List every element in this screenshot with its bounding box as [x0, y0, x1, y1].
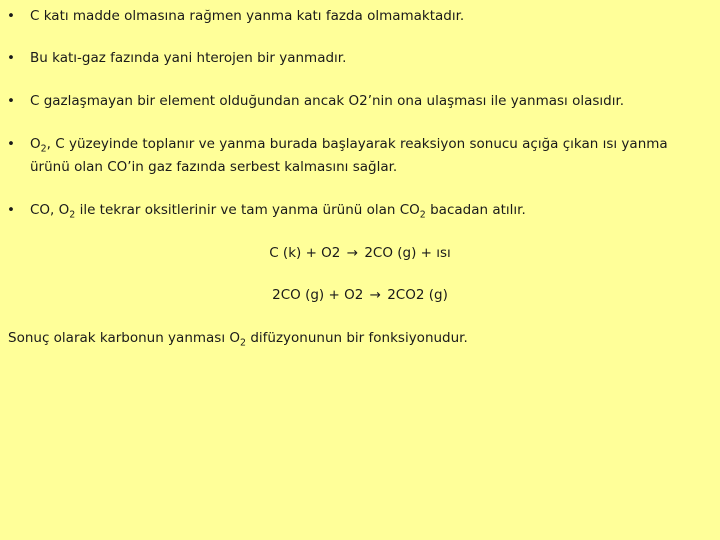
subscript: 2: [40, 143, 47, 155]
equation-2: [0, 285, 720, 305]
bullet-marker: •: [7, 50, 15, 66]
conclusion-segment: difüzyonunun bir fonksiyonudur.: [246, 330, 468, 346]
conclusion-text: [8, 328, 712, 348]
equation-left: C (k) + O2: [269, 245, 341, 261]
bullet-text-segment: ile tekrar oksitlerinir ve tam yanma ürünü olan CO: [75, 202, 420, 218]
arrow-right-icon: →: [346, 245, 359, 261]
bullet-text: C gazlaşmayan bir element olduğundan ancak O2’nin ona ulaşması ile yanması olasıdır.: [30, 93, 625, 109]
bullet-marker: •: [7, 8, 15, 24]
conclusion-segment: Sonuç olarak karbonun yanması O: [8, 330, 241, 346]
bullet-text: [30, 199, 712, 222]
bullet-marker: •: [7, 202, 15, 218]
bullet-text-segment: , C yüzeyinde toplanır ve yanma burada başlayarak reaksiyon sonucu açığa çıkan ısı yanma: [46, 136, 668, 152]
bullet-text-segment: CO, O: [30, 202, 70, 218]
bullet-text-line-2: ürünü olan CO’in gaz fazında serbest kalmasını sağlar.: [30, 159, 398, 175]
subscript: 2: [419, 209, 426, 221]
bullet-text: C katı madde olmasına rağmen yanma katı fazda olmamaktadır.: [30, 8, 465, 24]
equation-right: 2CO2 (g): [387, 287, 448, 303]
bullet-marker: •: [7, 93, 15, 109]
bullet-marker: •: [7, 136, 15, 152]
subscript: 2: [69, 209, 76, 221]
arrow-right-icon: →: [369, 287, 381, 303]
bullet-text: Bu katı-gaz fazında yani hterojen bir yanmadır.: [30, 50, 347, 66]
equation-right: 2CO (g) + ısı: [364, 245, 451, 261]
subscript: 2: [240, 337, 247, 349]
bullet-text-segment: O: [30, 136, 41, 152]
bullet-text: [30, 133, 712, 179]
bullet-text-segment: bacadan atılır.: [425, 202, 526, 218]
equation-1: [0, 243, 720, 263]
equation-left: 2CO (g) + O2: [272, 287, 364, 303]
